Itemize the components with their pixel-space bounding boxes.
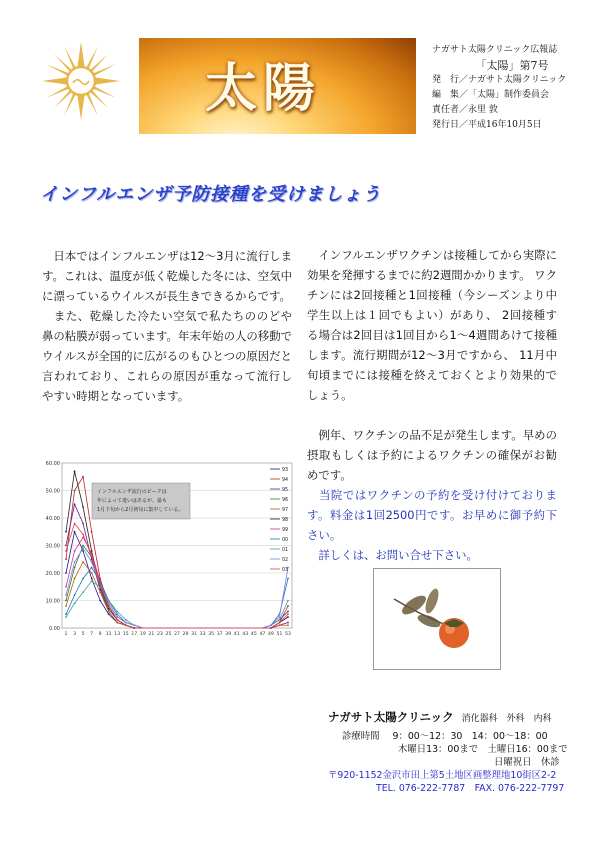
data-point	[108, 608, 110, 610]
data-point	[279, 622, 281, 624]
publication-info	[432, 43, 592, 133]
x-tick-label: 3	[73, 632, 77, 637]
x-tick-label: 7	[90, 632, 94, 637]
closed-days: 日曜祝日 休診	[494, 757, 560, 768]
pub-editor: 編 集／「太陽」制作委員会	[432, 90, 550, 100]
hours-label: 診療時間	[342, 731, 380, 742]
influenza-chart	[40, 443, 296, 643]
data-point	[133, 624, 135, 626]
x-tick-label: 19	[139, 632, 146, 637]
x-tick-label: 31	[191, 632, 198, 637]
legend-label: 01	[282, 548, 289, 553]
x-tick-label: 5	[81, 632, 85, 637]
data-point	[74, 550, 76, 552]
hours-exceptions: 木曜日13：00まで 土曜日16：00まで	[398, 744, 568, 755]
data-point	[65, 613, 67, 615]
data-point	[99, 583, 101, 585]
data-point	[91, 567, 93, 569]
data-point	[125, 622, 127, 624]
data-point	[91, 580, 93, 582]
data-point	[287, 613, 289, 615]
data-point	[82, 545, 84, 547]
data-point	[65, 545, 67, 547]
y-tick-label: 20.00	[45, 571, 60, 577]
data-point	[279, 619, 281, 621]
data-point	[133, 627, 135, 629]
sun-logo	[40, 40, 122, 122]
data-point	[65, 586, 67, 588]
x-tick-label: 43	[242, 632, 249, 637]
data-point	[74, 578, 76, 580]
data-point	[74, 503, 76, 505]
clinic-name: ナガサト太陽クリニック	[328, 710, 454, 724]
persimmon-icon	[374, 569, 500, 669]
data-point	[65, 594, 67, 596]
data-point	[65, 531, 67, 533]
data-point	[287, 624, 289, 626]
paragraph: 例年、ワクチンの品不足が発生します。早めの摂取もしくは予約によるワクチンの確保がお勧めです。	[307, 428, 557, 482]
paragraph: インフルエンザワクチンは接種してから実際に効果を発揮するまでに約2週間かかります。 ワクチンには2回接種と1回接種（今シーズンより中学生以上は１回でもよい）があり、 2回接種する場合は2回目は1回目から1〜4週間あけて接種します。流行期間が12〜3月ですから、 11月中旬頃までには接種を終えておくとより効果的でしょう。	[307, 248, 557, 402]
paragraph-inquiry: 詳しくは、お問い合せ下さい。	[307, 548, 478, 562]
data-point	[82, 578, 84, 580]
clinic-info	[328, 711, 591, 795]
y-tick-label: 50.00	[45, 488, 60, 495]
headline: インフルエンザ予防接種を受けましょう	[40, 184, 382, 205]
data-point	[279, 624, 281, 626]
data-point	[108, 613, 110, 615]
data-point	[108, 611, 110, 613]
clinic-departments: 消化器科 外科 内科	[461, 714, 552, 724]
data-point	[82, 506, 84, 508]
data-point	[279, 616, 281, 618]
paragraph: また、乾燥した冷たい空気で私たちののどや鼻の粘膜が弱っています。年末年始の人の移動で ウイルスが全国的に広がるのもひとつの原因だと言われており、これらの原因が重なって流行しやすい時期となっています。	[42, 309, 292, 403]
data-point	[91, 561, 93, 563]
data-point	[99, 591, 101, 593]
data-point	[287, 616, 289, 618]
x-tick-label: 13	[114, 632, 121, 637]
x-tick-label: 1	[64, 632, 68, 637]
x-tick-label: 21	[148, 632, 155, 637]
y-tick-label: 10.00	[45, 598, 60, 605]
data-point	[125, 624, 127, 626]
x-tick-label: 25	[165, 632, 172, 637]
hours-weekday: 9：00〜12：30 14：00〜18：00	[392, 731, 548, 742]
legend-label: 00	[282, 538, 289, 543]
y-tick-label: 60.00	[45, 461, 60, 467]
article-column-1	[42, 246, 292, 406]
data-point	[82, 476, 84, 478]
banner-title: 太陽	[205, 58, 322, 119]
data-point	[74, 594, 76, 596]
data-point	[116, 616, 118, 618]
data-point	[287, 605, 289, 607]
data-point	[82, 523, 84, 525]
pub-publisher: 発 行／ナガサト太陽クリニック	[432, 75, 567, 85]
clinic-address: 〒920-1152金沢市田上第5土地区画整理地10街区2-2	[328, 770, 557, 781]
legend-label: 94	[282, 478, 289, 483]
y-tick-label: 40.00	[45, 516, 60, 522]
data-point	[82, 561, 84, 563]
legend-label: 97	[282, 508, 289, 513]
x-tick-label: 39	[225, 632, 232, 637]
legend-label: 96	[282, 498, 289, 503]
data-point	[270, 624, 272, 626]
data-point	[74, 602, 76, 604]
x-tick-label: 11	[105, 632, 112, 637]
pub-responsible: 責任者／永里 敦	[432, 105, 498, 115]
legend-label: 02	[282, 558, 289, 563]
x-tick-label: 27	[174, 632, 180, 637]
pub-line1: ナガサト太陽クリニック広報誌	[432, 45, 558, 55]
data-point	[74, 470, 76, 472]
data-point	[91, 556, 93, 558]
data-point	[74, 531, 76, 533]
data-point	[287, 600, 289, 602]
data-point	[91, 550, 93, 552]
data-point	[65, 572, 67, 574]
x-tick-label: 23	[156, 632, 163, 637]
data-point	[65, 550, 67, 552]
x-tick-label: 17	[131, 632, 138, 637]
data-point	[116, 619, 118, 621]
pub-date: 発行日／平成16年10月5日	[432, 120, 542, 130]
data-point	[287, 578, 289, 580]
data-point	[116, 613, 118, 615]
legend-label: 03	[282, 568, 289, 573]
data-point	[65, 616, 67, 618]
x-tick-label: 53	[285, 632, 291, 637]
x-tick-label: 29	[182, 632, 189, 637]
y-tick-label: 0.00	[48, 626, 60, 632]
article-column-2	[307, 245, 557, 565]
chart-annotation: インフルエンザ流行のピークは年によって違いはあるが、最も 1月下旬から2月初旬に集中している。	[97, 489, 184, 513]
legend-label: 95	[282, 488, 289, 493]
data-point	[108, 605, 110, 607]
x-tick-label: 9	[98, 632, 102, 637]
x-tick-label: 41	[233, 632, 240, 637]
data-point	[65, 558, 67, 560]
x-tick-label: 45	[250, 632, 257, 637]
data-point	[99, 600, 101, 602]
data-point	[82, 591, 84, 593]
data-point	[74, 561, 76, 563]
persimmon-illustration	[373, 568, 501, 670]
clinic-phone-fax: TEL. 076-222-7787 FAX. 076-222-7797	[376, 783, 565, 794]
paragraph-reservation: 当院ではワクチンの予約を受け付けております。料金は1回2500円です。お早めに御予約下さい。	[307, 488, 557, 542]
x-tick-label: 47	[259, 632, 266, 637]
data-point	[125, 619, 127, 621]
data-point	[74, 523, 76, 525]
data-point	[74, 490, 76, 492]
banner	[139, 38, 416, 134]
data-point	[82, 547, 84, 549]
pub-issue: 「太陽」第7号	[475, 59, 549, 72]
data-point	[287, 611, 289, 613]
y-tick-label: 30.00	[45, 543, 60, 550]
data-point	[82, 534, 84, 536]
x-tick-label: 37	[216, 632, 223, 637]
paragraph: 日本ではインフルエンザは12〜3月に流行します。これは、温度が低く乾燥した冬には、空気中に漂っているウイルスが長生きできるからです。	[42, 249, 292, 303]
data-point	[116, 611, 118, 613]
data-point	[116, 622, 118, 624]
data-point	[91, 578, 93, 580]
data-point	[270, 627, 272, 629]
data-point	[91, 572, 93, 574]
x-tick-label: 49	[267, 632, 274, 637]
data-point	[74, 567, 76, 569]
x-tick-label: 51	[276, 632, 283, 637]
data-point	[287, 622, 289, 624]
x-tick-label: 15	[122, 632, 129, 637]
data-point	[82, 550, 84, 552]
legend-label: 93	[282, 468, 289, 473]
legend-label: 98	[282, 518, 289, 523]
legend-label: 99	[282, 528, 289, 533]
x-tick-label: 35	[208, 632, 215, 637]
data-point	[65, 600, 67, 602]
data-point	[65, 605, 67, 607]
data-point	[91, 531, 93, 533]
x-tick-label: 33	[199, 632, 206, 637]
